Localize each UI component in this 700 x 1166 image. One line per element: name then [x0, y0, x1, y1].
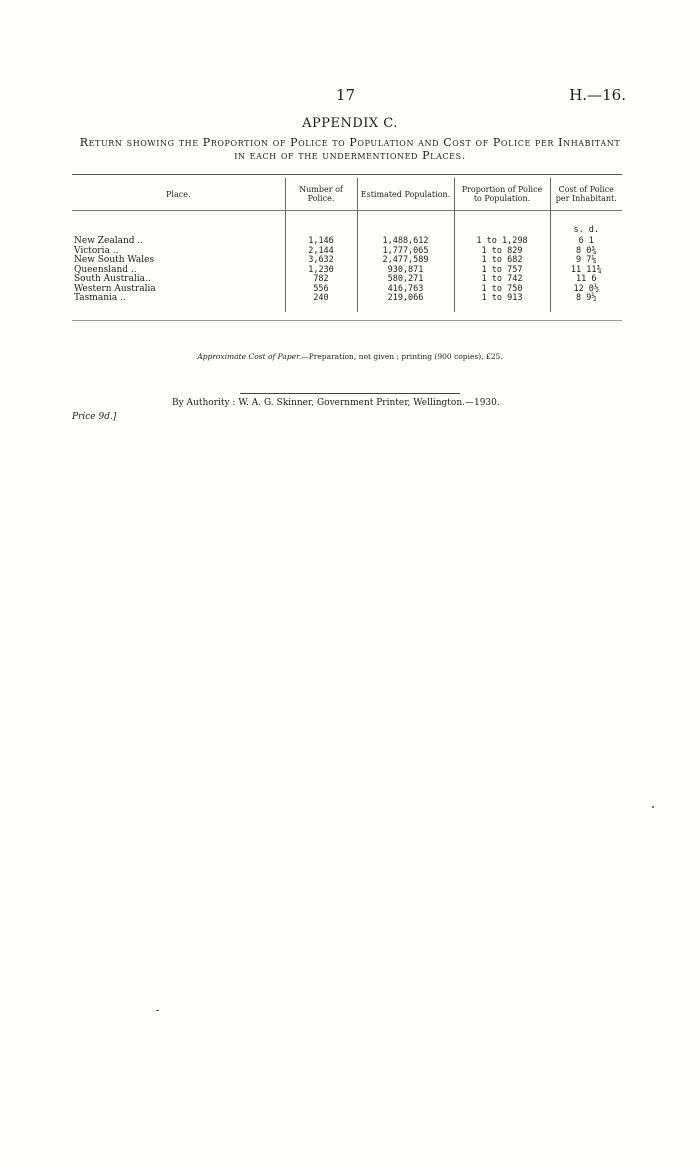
column-header-proportion: Proportion of Police to Population.: [454, 178, 550, 211]
table-body: [72, 211, 622, 312]
table-bottom-rule: [72, 320, 622, 321]
population-cell: 416,763: [357, 285, 454, 295]
proportion-cell: 1 to 757: [454, 266, 550, 276]
table-title-line-2: in each of the undermentioned Places.: [234, 149, 466, 162]
table-title-line-1: Return showing the Proportion of Police to Population and Cost of Police per Inhabitant: [79, 136, 621, 149]
population-cell: 930,871: [357, 266, 454, 276]
cost-units-label: s. d.: [550, 225, 622, 237]
page-number: 17: [336, 86, 356, 104]
proportion-cell: 1 to 750: [454, 285, 550, 295]
cost-cell: 8 9½: [550, 294, 622, 304]
table-header-row: [72, 178, 622, 211]
cost-cell: 11 6: [550, 275, 622, 285]
printing-cost-label: Approximate Cost of Paper.: [197, 352, 302, 361]
population-cell: 580,271: [357, 275, 454, 285]
police-cell: 240: [285, 294, 357, 304]
police-table: [72, 178, 622, 312]
place-cell: South Australia..: [74, 274, 151, 284]
table-title: [72, 136, 628, 162]
place-cell: Tasmania ..: [74, 293, 126, 303]
printing-cost-note: [0, 352, 700, 361]
population-cell: 2,477,589: [357, 256, 454, 266]
police-cell: 782: [285, 275, 357, 285]
authority-rule: [240, 393, 460, 394]
column-header-cost: Cost of Police per Inhabitant.: [550, 178, 622, 211]
scan-speck: [652, 806, 654, 808]
population-cell: 1,777,065: [357, 247, 454, 257]
table-row: [72, 285, 622, 295]
printing-cost-text: —Preparation, not given ; printing (900 copies), £25.: [301, 352, 503, 361]
place-cell: New South Wales: [74, 255, 155, 265]
proportion-cell: 1 to 742: [454, 275, 550, 285]
police-cell: 556: [285, 285, 357, 295]
appendix-title: APPENDIX C.: [302, 116, 398, 131]
table-top-rule: [72, 174, 622, 175]
place-cell: Victoria ..: [74, 245, 119, 256]
proportion-cell: 1 to 829: [454, 247, 550, 257]
table-row: [72, 247, 622, 257]
cost-cell: 12 0½: [550, 285, 622, 295]
proportion-cell: 1 to 913: [454, 294, 550, 304]
column-header-place: Place.: [166, 189, 191, 199]
place-cell: Queensland ..: [74, 264, 137, 275]
police-cell: 1,146: [285, 237, 357, 247]
cost-cell: 11 11¾: [550, 266, 622, 276]
proportion-cell: 1 to 682: [454, 256, 550, 266]
population-cell: 1,488,612: [357, 237, 454, 247]
proportion-cell: 1 to 1,298: [454, 237, 550, 247]
police-cell: 3,632: [285, 256, 357, 266]
column-header-police: Number of Police.: [285, 178, 357, 211]
cost-cell: 8 0¾: [550, 247, 622, 257]
printer-authority: By Authority : W. A. G. Skinner, Government Printer, Wellington.—1930.: [172, 398, 500, 408]
scan-speck: [156, 1010, 159, 1011]
population-cell: 219,066: [357, 294, 454, 304]
cost-cell: 9 7¼: [550, 256, 622, 266]
cost-cell: 6 1: [550, 237, 622, 247]
document-reference: H.—16.: [569, 86, 626, 104]
price-label: Price 9d.]: [72, 412, 117, 422]
place-cell: Western Australia: [74, 283, 156, 294]
table-row: [72, 266, 622, 276]
police-cell: 2,144: [285, 247, 357, 257]
column-header-population: Estimated Population.: [357, 178, 454, 211]
police-cell: 1,230: [285, 266, 357, 276]
table-row: [72, 237, 622, 247]
place-cell: New Zealand ..: [74, 236, 144, 246]
table-row: [72, 256, 622, 266]
table-row: [72, 294, 622, 304]
